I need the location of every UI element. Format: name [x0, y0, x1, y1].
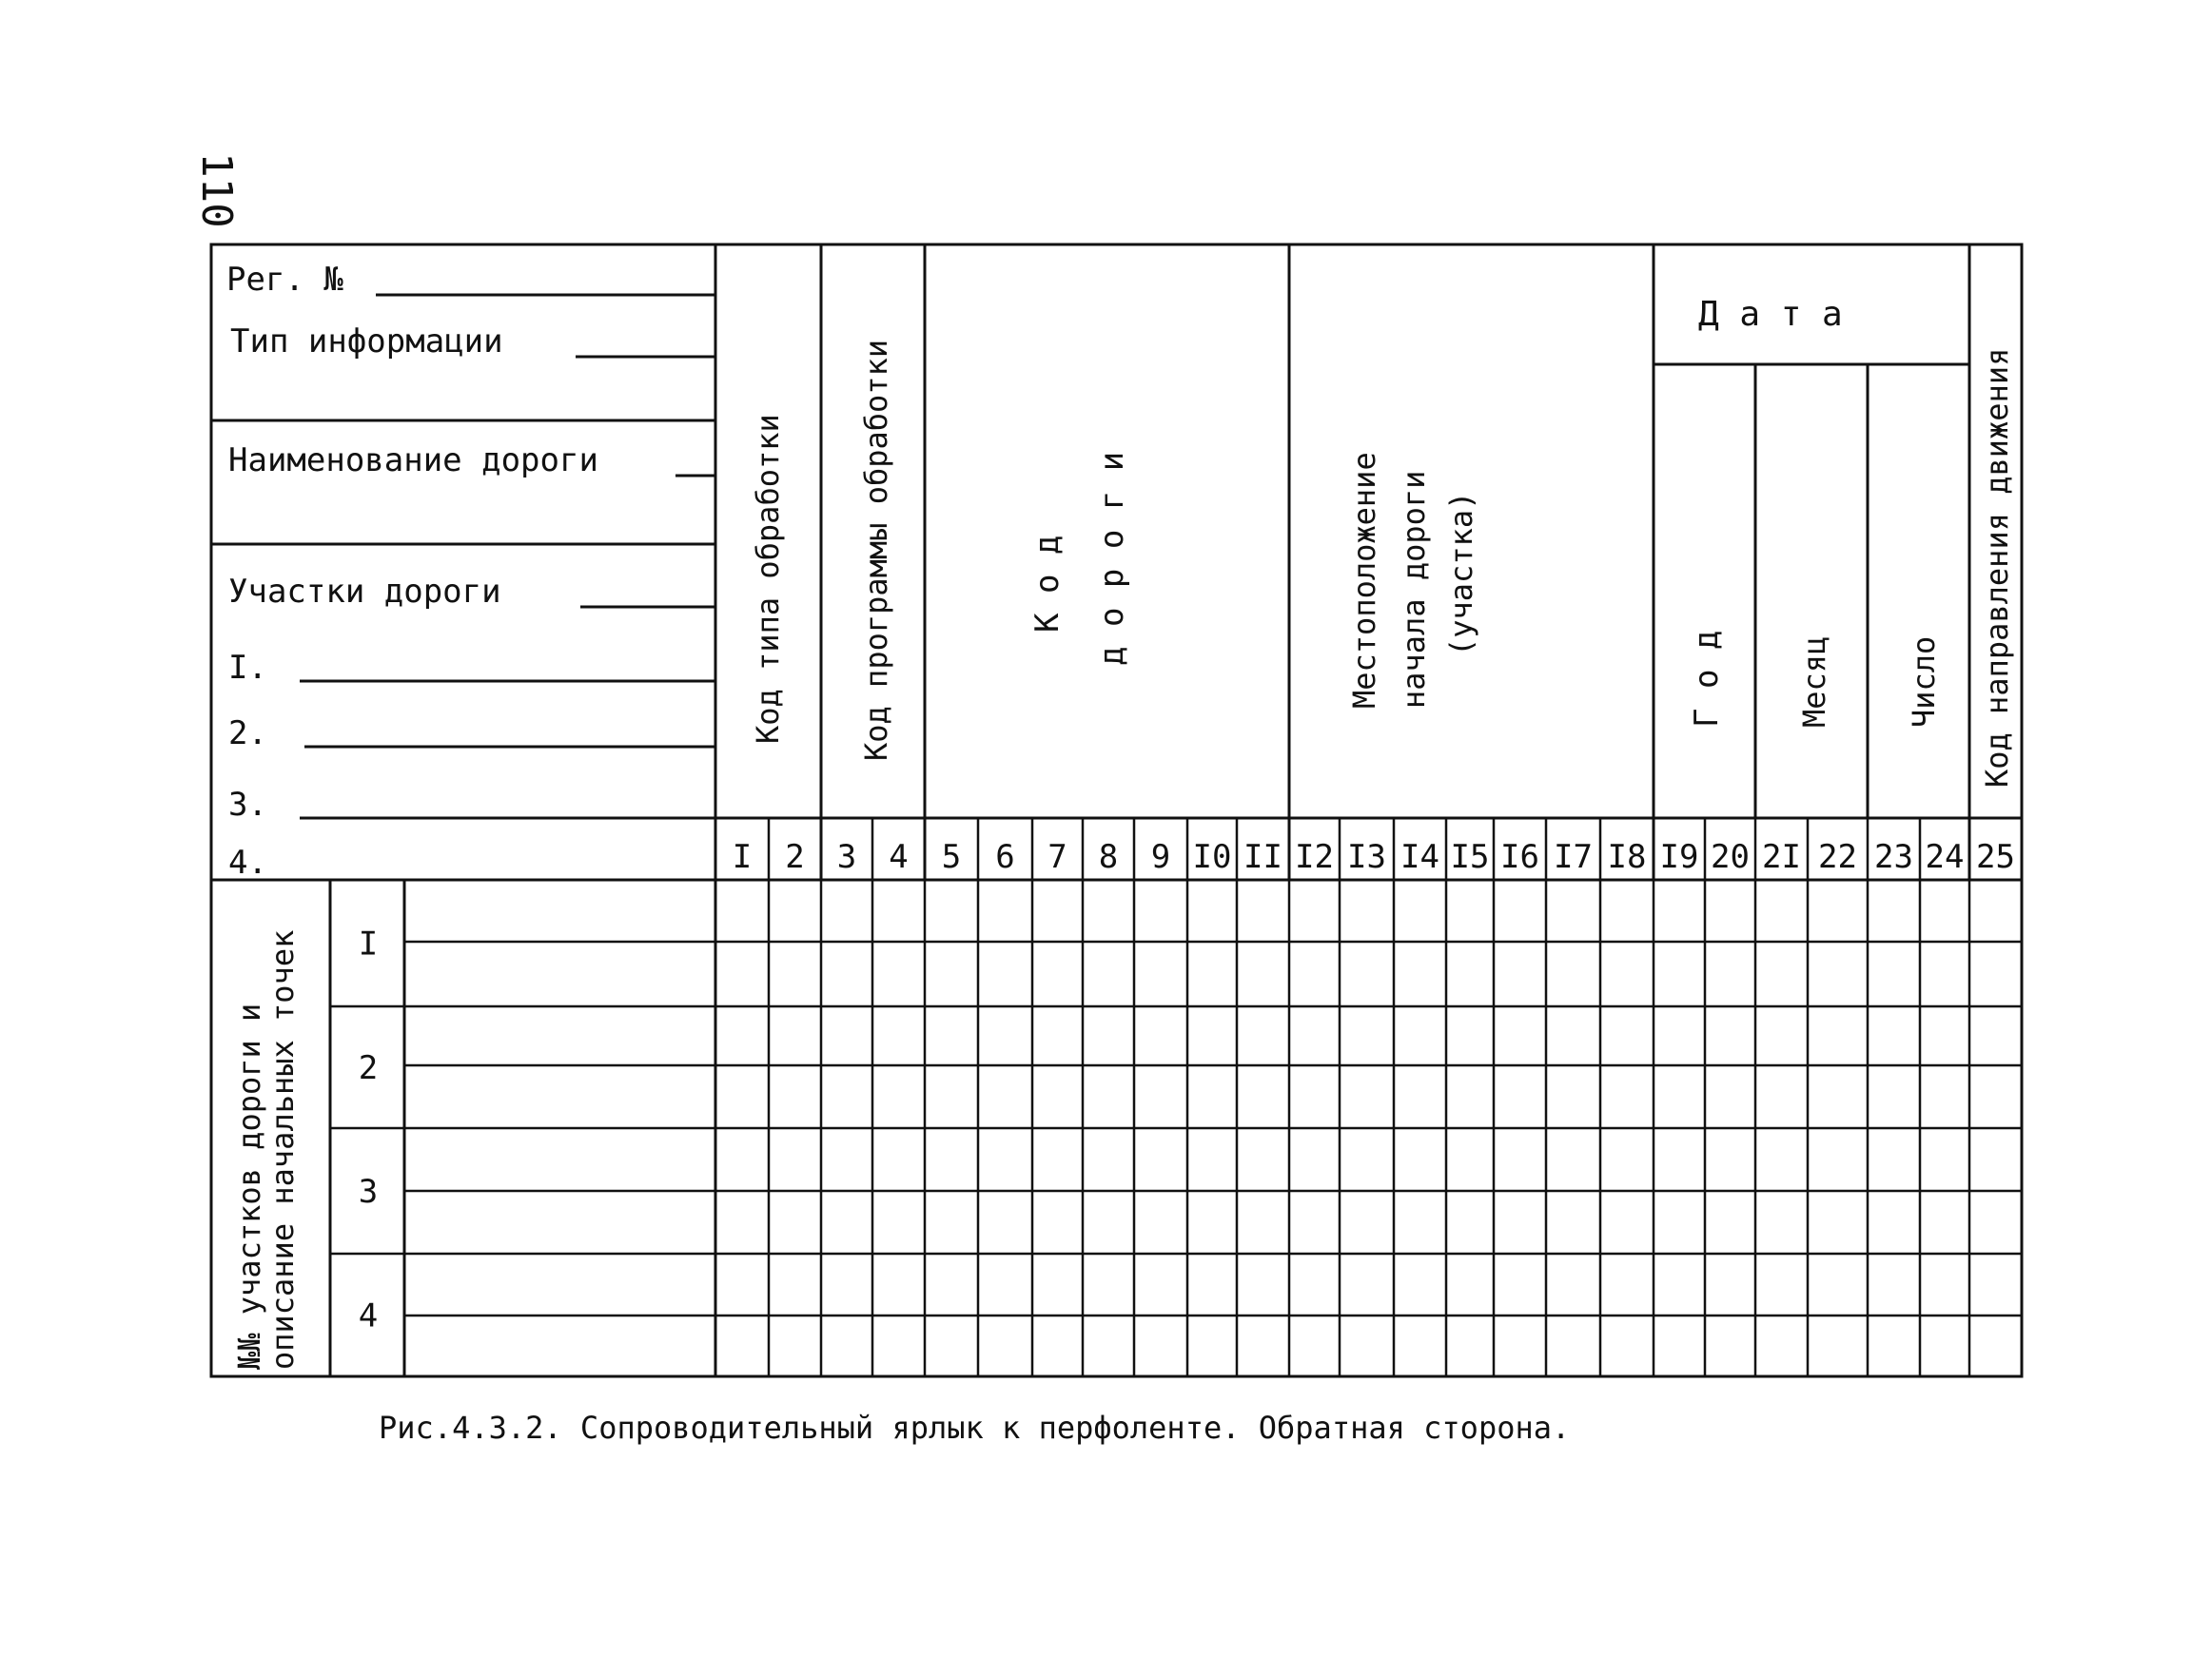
header-month: Месяц	[1796, 635, 1832, 728]
column-number: I0	[1192, 838, 1232, 876]
header-location-2: начала дороги	[1396, 470, 1432, 709]
section-line-1: I.	[228, 649, 267, 687]
column-number: 7	[1047, 838, 1067, 876]
column-number: 23	[1874, 838, 1913, 876]
column-number: 6	[995, 838, 1015, 876]
column-number: I7	[1554, 838, 1593, 876]
section-line-2: 2.	[228, 714, 267, 752]
figure-caption: Рис.4.3.2. Сопроводительный ярлык к перфоленте. Обратная сторона.	[379, 1410, 1571, 1446]
column-number: I8	[1607, 838, 1647, 876]
page-number: 110	[192, 152, 241, 228]
column-number: 22	[1818, 838, 1857, 876]
row-label: 3	[358, 1173, 379, 1211]
reg-label: Рег. №	[226, 261, 343, 299]
section-line-4: 4.	[228, 844, 267, 882]
row-label: I	[358, 925, 379, 964]
column-number: 4	[889, 838, 909, 876]
body-vertical-label-1: №№ участков дороги и	[231, 1003, 267, 1370]
column-number: 8	[1098, 838, 1119, 876]
header-location-3: (участка)	[1443, 491, 1479, 656]
column-number: I3	[1347, 838, 1386, 876]
road-sections-label: Участки дороги	[228, 573, 501, 611]
row-labels	[359, 926, 378, 1335]
header-program-code: Код программы обработки	[858, 339, 894, 761]
header-day: Число	[1906, 635, 1942, 728]
header-direction-code: Код направления движения	[1979, 347, 2015, 788]
header-date: Д а т а	[1698, 295, 1843, 334]
column-number: I6	[1500, 838, 1539, 876]
section-line-3: 3.	[228, 786, 267, 824]
column-number: 3	[836, 838, 857, 876]
column-number: 20	[1711, 838, 1750, 876]
column-number: 2I	[1762, 838, 1801, 876]
row-grid-lines	[330, 942, 2022, 1316]
column-number: I2	[1295, 838, 1334, 876]
column-number: 24	[1925, 838, 1965, 876]
column-number: I9	[1659, 838, 1699, 876]
road-name-label: Наименование дороги	[228, 441, 598, 479]
column-number: I	[732, 838, 753, 876]
column-number: II	[1243, 838, 1282, 876]
column-grid-lines	[769, 818, 1969, 1376]
column-number: 2	[785, 838, 805, 876]
header-processing-type-code: Код типа обработки	[750, 414, 786, 744]
header-road-code-2: д о р о г и	[1093, 451, 1131, 666]
form-frame	[211, 244, 2022, 1376]
body-vertical-label-2: описание начальных точек	[264, 929, 301, 1370]
row-label: 2	[358, 1049, 379, 1087]
info-type-label: Тип информации	[230, 322, 503, 361]
row-label: 4	[358, 1296, 379, 1335]
column-number: I4	[1400, 838, 1439, 876]
column-number: 9	[1150, 838, 1171, 876]
header-road-code-1: К о д	[1028, 535, 1067, 633]
column-number: 25	[1976, 838, 2015, 876]
header-location-1: Местоположение	[1346, 452, 1382, 709]
column-number: 5	[941, 838, 962, 876]
header-year: Г о д	[1688, 630, 1726, 728]
column-number: I5	[1450, 838, 1490, 876]
